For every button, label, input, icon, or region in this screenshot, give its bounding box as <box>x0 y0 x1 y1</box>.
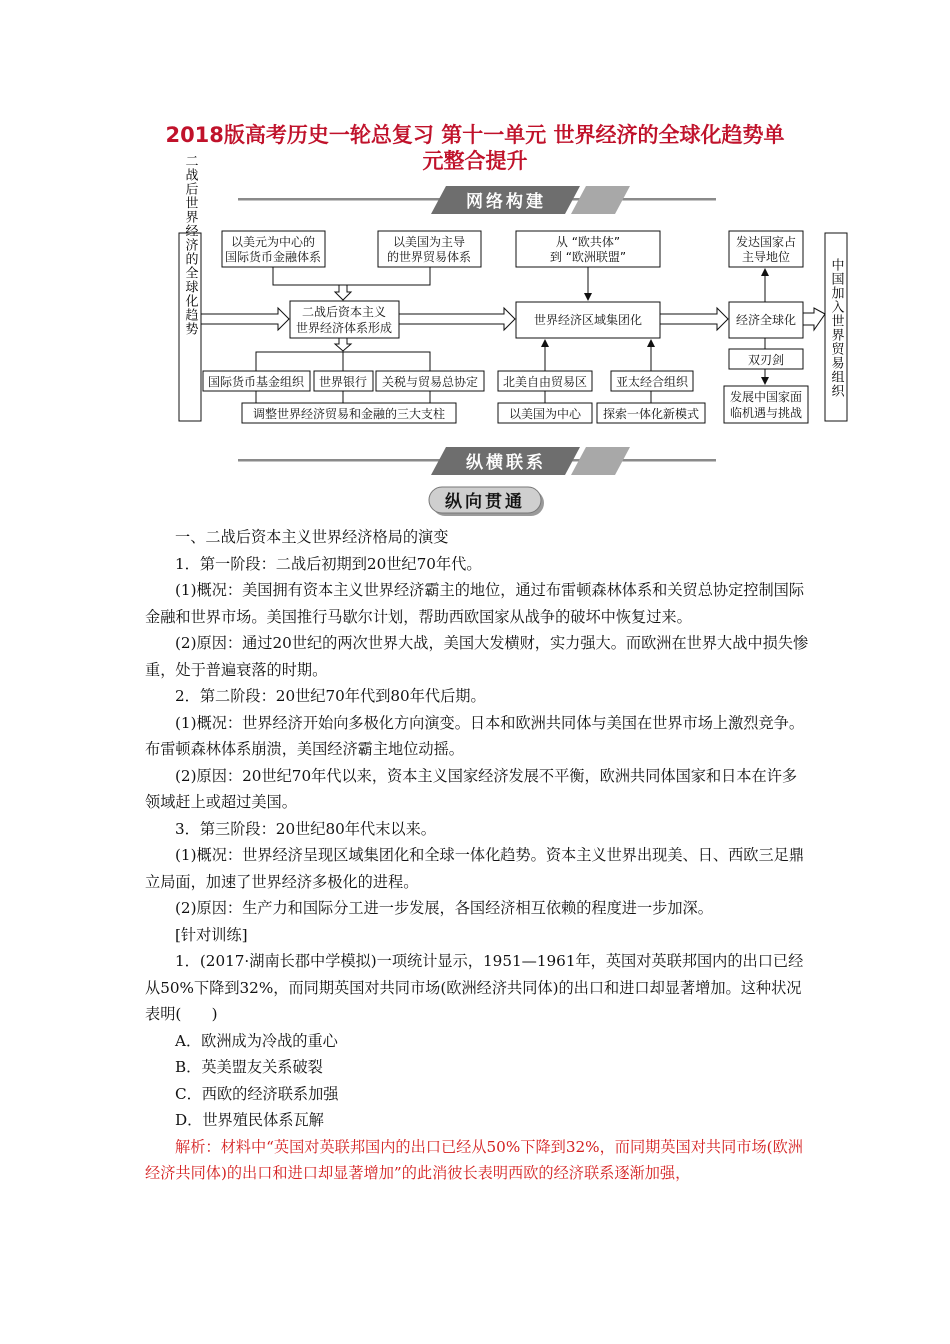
section-pill <box>428 486 548 520</box>
box-regional-bloc: 世界经济区域集团化 <box>533 313 643 327</box>
box-developing-line1: 发展中国家面 <box>729 390 803 404</box>
title-line-2: 元整合提升 <box>422 149 528 173</box>
para-2: (1)概况：美国拥有资本主义世界经济霸主的地位，通过布雷顿森林体系和关贸总协定控制国际金融和世界市场。美国推行马歇尔计划，帮助西欧国家从战争的破坏中恢复过来。 <box>145 581 805 626</box>
box-nafta: 北美自由贸易区 <box>502 375 588 389</box>
para-8: (1)概况：世界经济呈现区域集团化和全球一体化趋势。资本主义世界出现美、日、西欧三足鼎立局面，加速了世界经济多极化的进程。 <box>145 846 805 891</box>
para-10: [针对训练] <box>175 925 248 944</box>
analysis-text: 解析：材料中“英国对英联邦国内的出口已经从50%下降到32%，而同期英国对共同市场(欧洲经济共同体)的出口和进口却显著增加”的此消彼长表明西欧的经济联系逐渐加强， <box>145 1137 803 1182</box>
box-usd-line2: 国际货币金融体系 <box>224 250 322 264</box>
box-ec-line1: 从 “欧共体” <box>555 235 621 249</box>
para-0: 一、二战后资本主义世界经济格局的演变 <box>175 528 449 546</box>
left-vertical-label: 二战后世界经济的全球化趋势 <box>182 154 198 336</box>
box-apec: 亚太经合组织 <box>615 375 689 389</box>
option-b: B．英美盟友关系破裂 <box>175 1058 323 1076</box>
option-d: D．世界殖民体系瓦解 <box>175 1111 324 1129</box>
box-developing-line2: 临机遇与挑战 <box>729 406 803 420</box>
box-explore-model: 探索一体化新模式 <box>602 407 700 421</box>
section-pill-label: 纵向贯通 <box>445 492 525 512</box>
box-system-line1: 二战后资本主义 <box>301 305 387 319</box>
box-developed-line1: 发达国家占 <box>735 235 797 249</box>
para-5: (1)概况：世界经济开始向多极化方向演变。日本和欧洲共同体与美国在世界市场上激烈竞争。布雷顿森林体系崩溃，美国经济霸主地位动摇。 <box>145 713 805 758</box>
option-a: A．欧洲成为冷战的重心 <box>175 1031 338 1050</box>
para-7: 3．第三阶段：20世纪80年代末以来。 <box>175 819 436 838</box>
box-usd-line1: 以美元为中心的 <box>230 235 316 249</box>
box-us-trade-line1: 以美国为主导 <box>392 235 466 249</box>
para-3: (2)原因：通过20世纪的两次世界大战，美国大发横财，实力强大。而欧洲在世界大战中损失惨重，处于普遍衰落的时期。 <box>145 634 809 679</box>
banner-network-label: 网络构建 <box>466 192 546 212</box>
banner-relations-label: 纵横联系 <box>466 453 546 473</box>
box-system-line2: 世界经济体系形成 <box>295 321 393 335</box>
box-gatt: 关税与贸易总协定 <box>381 375 479 389</box>
para-4: 2．第二阶段：20世纪70年代到80年代后期。 <box>175 687 486 705</box>
box-us-trade-line2: 的世界贸易体系 <box>386 250 472 264</box>
body-text <box>145 524 810 1187</box>
concept-diagram <box>0 0 950 440</box>
box-double-edged: 双刃剑 <box>747 353 785 367</box>
title-line-1: 2018版高考历史一轮总复习 第十一单元 世界经济的全球化趋势单 <box>165 123 785 147</box>
para-6: (2)原因：20世纪70年代以来，资本主义国家经济发展不平衡，欧洲共同体国家和日本在许多领域赶上或超过美国。 <box>145 766 798 811</box>
para-1: 1．第一阶段：二战后初期到20世纪70年代。 <box>175 554 482 573</box>
para-11: 1．(2017·湖南长郡中学模拟)一项统计显示，1951—1961年，英国对英联邦国内的出口已经从50%下降到32%，而同期英国对共同市场(欧洲经济共同体)的出口和进口却显著增加。这种状况表明( ) <box>145 952 804 1023</box>
banner-relations <box>0 445 950 477</box>
box-globalization: 经济全球化 <box>735 313 797 327</box>
option-c: C．西欧的经济联系加强 <box>175 1084 339 1103</box>
box-imf: 国际货币基金组织 <box>207 375 305 389</box>
box-three-pillars: 调整世界经济贸易和金融的三大支柱 <box>252 407 446 421</box>
box-world-bank: 世界银行 <box>318 375 368 389</box>
right-vertical-label: 中国加入世界贸易组织 <box>828 258 844 398</box>
para-9: (2)原因：生产力和国际分工进一步发展，各国经济相互依赖的程度进一步加深。 <box>175 899 713 917</box>
box-developed-line2: 主导地位 <box>741 250 791 264</box>
box-us-center: 以美国为中心 <box>508 407 582 421</box>
box-ec-line2: 到 “欧洲联盟” <box>549 250 627 264</box>
